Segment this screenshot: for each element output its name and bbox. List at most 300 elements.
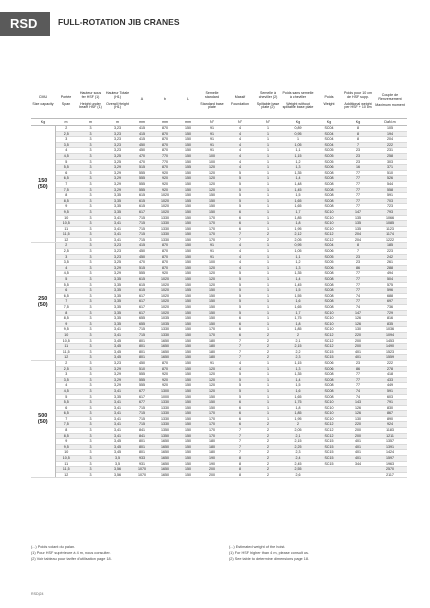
table-cell: 1020 bbox=[153, 282, 177, 288]
column-header-fr: Massif bbox=[234, 94, 246, 99]
table-cell: 1 bbox=[255, 142, 281, 148]
table-cell: 3,23 bbox=[104, 142, 131, 148]
table-cell: 150 bbox=[199, 209, 225, 215]
table-cell: 3,25 bbox=[104, 260, 131, 266]
table-cell: 6 bbox=[225, 422, 255, 428]
table-cell: 793 bbox=[373, 209, 407, 215]
table-cell: 8 bbox=[343, 126, 373, 132]
column-unit: N° bbox=[255, 119, 281, 126]
column-unit: m bbox=[104, 119, 131, 126]
table-cell: 2 bbox=[255, 439, 281, 445]
table-cell: 150 bbox=[177, 131, 199, 137]
table-cell: 91 bbox=[199, 131, 225, 137]
table-cell: 4,5 bbox=[55, 388, 77, 394]
table-cell: 870 bbox=[153, 265, 177, 271]
table-cell: 3,41 bbox=[104, 422, 131, 428]
table-cell: 1 bbox=[255, 204, 281, 210]
table-cell: 150 bbox=[177, 472, 199, 478]
column-header bbox=[343, 84, 373, 119]
table-cell: SC12 bbox=[315, 332, 343, 338]
table-cell: 74 bbox=[343, 394, 373, 400]
table-cell: 150 bbox=[199, 321, 225, 327]
table-cell: 555 bbox=[131, 377, 153, 383]
table-cell: 3 bbox=[55, 137, 77, 143]
table-cell: 150 bbox=[177, 450, 199, 456]
note-line: (1) Pour HSF supérieure à 4 m, nous consulter. bbox=[31, 551, 111, 555]
table-cell: 150 bbox=[177, 176, 199, 182]
table-cell: 920 bbox=[153, 383, 177, 389]
table-cell: 150 bbox=[177, 271, 199, 277]
column-header bbox=[199, 84, 225, 119]
table-cell: 2 bbox=[255, 332, 281, 338]
table-cell: 8 bbox=[225, 461, 255, 467]
table-cell: SC04 bbox=[315, 131, 343, 137]
table-cell: 150 bbox=[199, 394, 225, 400]
table-cell: 150 bbox=[177, 366, 199, 372]
table-cell: 1330 bbox=[153, 400, 177, 406]
table-cell: 170 bbox=[199, 411, 225, 417]
table-cell: 715 bbox=[131, 237, 153, 243]
table-cell: 1020 bbox=[153, 277, 177, 283]
table-cell: 470 bbox=[131, 260, 153, 266]
table-cell: 555 bbox=[131, 372, 153, 378]
table-cell: 555 bbox=[131, 383, 153, 389]
table-cell: 4 bbox=[225, 254, 255, 260]
table-cell: 150 bbox=[177, 444, 199, 450]
table-cell: 10 bbox=[55, 450, 77, 456]
table-cell: 3 bbox=[77, 288, 104, 294]
table-cell: 615 bbox=[131, 193, 153, 199]
table-cell: 510 bbox=[373, 170, 407, 176]
column-header-fr: L bbox=[187, 96, 189, 101]
table-cell: 931 bbox=[131, 461, 153, 467]
table-cell: 401 bbox=[343, 349, 373, 355]
table-cell: 1,3 bbox=[281, 165, 315, 171]
table-cell: 231 bbox=[373, 148, 407, 154]
table-cell: 697 bbox=[373, 299, 407, 305]
table-cell: 150 bbox=[177, 327, 199, 333]
note-line: (...) Estimated weight of the hoist. bbox=[229, 545, 286, 549]
table-cell: 3 bbox=[77, 198, 104, 204]
table-cell: SC15 bbox=[315, 355, 343, 361]
table-cell: 150 bbox=[177, 277, 199, 283]
table-cell: 3 bbox=[77, 428, 104, 434]
table-cell: 91 bbox=[199, 249, 225, 255]
table-cell: 5,5 bbox=[55, 282, 77, 288]
column-unit: Kg bbox=[281, 119, 315, 126]
table-cell: 1,45 bbox=[281, 187, 315, 193]
table-cell: 3,5 bbox=[55, 142, 77, 148]
table-cell: 288 bbox=[373, 265, 407, 271]
table-cell: SC15 bbox=[315, 450, 343, 456]
table-cell: 3 bbox=[77, 456, 104, 462]
table-cell: 890 bbox=[373, 416, 407, 422]
table-cell: 1035 bbox=[153, 321, 177, 327]
table-cell: 1330 bbox=[153, 226, 177, 232]
table-cell: 3,35 bbox=[104, 305, 131, 311]
table-cell: 3 bbox=[77, 193, 104, 199]
table-cell: 5 bbox=[225, 394, 255, 400]
notes-french bbox=[31, 544, 112, 562]
table-cell: 3 bbox=[77, 355, 104, 361]
table-cell: 1330 bbox=[153, 232, 177, 238]
table-cell: 77 bbox=[343, 372, 373, 378]
table-cell: SC15 bbox=[315, 461, 343, 467]
table-cell: 1020 bbox=[153, 209, 177, 215]
column-unit: N° bbox=[199, 119, 225, 126]
table-cell: SC10 bbox=[315, 209, 343, 215]
table-cell bbox=[315, 472, 343, 478]
table-cell: 2117 bbox=[373, 472, 407, 478]
table-cell: 170 bbox=[199, 422, 225, 428]
table-cell: 1650 bbox=[153, 450, 177, 456]
table-cell: 130 bbox=[343, 327, 373, 333]
table-cell: 126 bbox=[343, 411, 373, 417]
table-cell: 2,5 bbox=[55, 249, 77, 255]
table-cell: 1,05 bbox=[281, 249, 315, 255]
table-cell: 91 bbox=[199, 142, 225, 148]
table-cell: 1 bbox=[255, 400, 281, 406]
table-cell: 555 bbox=[131, 187, 153, 193]
table-cell: 433 bbox=[373, 377, 407, 383]
table-cell: 1330 bbox=[153, 237, 177, 243]
table-cell: 3 bbox=[77, 260, 104, 266]
table-cell: 150 bbox=[177, 394, 199, 400]
table-cell: 1020 bbox=[153, 193, 177, 199]
table-cell: 1,75 bbox=[281, 400, 315, 406]
table-cell: 415 bbox=[131, 131, 153, 137]
table-cell: 3 bbox=[77, 416, 104, 422]
table-cell: 126 bbox=[343, 316, 373, 322]
column-header-fr: Portée bbox=[60, 94, 72, 99]
table-cell: 5 bbox=[225, 288, 255, 294]
table-cell: 1650 bbox=[153, 444, 177, 450]
column-header bbox=[281, 84, 315, 119]
column-header-fr: Poids bbox=[324, 94, 334, 99]
table-cell: 1 bbox=[255, 226, 281, 232]
table-cell: 10 bbox=[55, 215, 77, 221]
table-cell: 4 bbox=[225, 249, 255, 255]
table-cell: 1,85 bbox=[281, 327, 315, 333]
table-cell: 3,29 bbox=[104, 176, 131, 182]
table-cell: 1,6 bbox=[281, 299, 315, 305]
table-cell: 5 bbox=[225, 198, 255, 204]
table-cell: SC08 bbox=[315, 187, 343, 193]
table-cell: 615 bbox=[131, 198, 153, 204]
table-cell: 223 bbox=[373, 249, 407, 255]
table-cell: 150 bbox=[199, 316, 225, 322]
table-cell: 920 bbox=[153, 372, 177, 378]
brand-logo: RSD bbox=[0, 12, 50, 36]
table-cell: SC08 bbox=[315, 198, 343, 204]
table-cell: 150 bbox=[177, 349, 199, 355]
table-cell: 11 bbox=[55, 344, 77, 350]
table-cell: 120 bbox=[199, 181, 225, 187]
table-cell: 120 bbox=[199, 377, 225, 383]
table-cell: 870 bbox=[153, 131, 177, 137]
table-cell: 933 bbox=[131, 456, 153, 462]
table-cell: 150 bbox=[177, 316, 199, 322]
table-cell: 1650 bbox=[153, 472, 177, 478]
table-cell: 150 bbox=[177, 232, 199, 238]
table-cell: 1020 bbox=[153, 288, 177, 294]
table-cell: 515 bbox=[131, 165, 153, 171]
table-cell: SC12 bbox=[315, 237, 343, 243]
table-cell: 1 bbox=[255, 187, 281, 193]
table-cell: 1123 bbox=[373, 226, 407, 232]
column-unit: m bbox=[77, 119, 104, 126]
table-cell: 150 bbox=[177, 400, 199, 406]
table-cell: 150 bbox=[177, 209, 199, 215]
table-cell: 150 bbox=[177, 377, 199, 383]
table-cell: 9 bbox=[55, 204, 77, 210]
table-cell: 126 bbox=[343, 321, 373, 327]
table-cell: 7 bbox=[225, 355, 255, 361]
table-cell: 4 bbox=[225, 243, 255, 249]
table-cell: 135 bbox=[343, 215, 373, 221]
table-cell: 77 bbox=[343, 277, 373, 283]
table-cell: 2 bbox=[55, 360, 77, 366]
table-cell: SC10 bbox=[315, 411, 343, 417]
table-cell: SC05 bbox=[315, 159, 343, 165]
table-cell: 3 bbox=[77, 153, 104, 159]
column-header-en: Size capacity bbox=[32, 101, 54, 106]
table-cell: SC12 bbox=[315, 433, 343, 439]
table-cell: 11 bbox=[55, 461, 77, 467]
table-cell: 1 bbox=[255, 310, 281, 316]
table-cell: 150 bbox=[177, 148, 199, 154]
table-cell: SC15 bbox=[315, 349, 343, 355]
table-cell: 401 bbox=[343, 450, 373, 456]
table-cell: 1 bbox=[255, 305, 281, 311]
table-cell: 801 bbox=[131, 349, 153, 355]
table-cell: 150 bbox=[177, 254, 199, 260]
table-cell: 150 bbox=[177, 338, 199, 344]
table-cell: 1 bbox=[255, 148, 281, 154]
table-cell: 2 bbox=[255, 456, 281, 462]
column-unit: m bbox=[55, 119, 77, 126]
table-cell: 3 bbox=[77, 221, 104, 227]
table-cell: 8 bbox=[343, 131, 373, 137]
table-cell: SC10 bbox=[315, 221, 343, 227]
table-cell: 1 bbox=[255, 221, 281, 227]
table-cell: 801 bbox=[131, 344, 153, 350]
table-cell: 715 bbox=[131, 215, 153, 221]
table-cell: 3,35 bbox=[104, 321, 131, 327]
table-cell: 3 bbox=[77, 265, 104, 271]
table-cell: 415 bbox=[131, 137, 153, 143]
table-cell: 3,29 bbox=[104, 383, 131, 389]
table-cell: 1 bbox=[255, 372, 281, 378]
table-body bbox=[31, 126, 407, 478]
table-cell: 615 bbox=[131, 282, 153, 288]
table-cell: 2,45 bbox=[281, 461, 315, 467]
table-cell: 150 bbox=[177, 221, 199, 227]
table-cell: 7 bbox=[225, 349, 255, 355]
table-cell: 1650 bbox=[153, 467, 177, 473]
table-cell: SC12 bbox=[315, 344, 343, 350]
column-header bbox=[177, 84, 199, 119]
table-cell: SC08 bbox=[315, 288, 343, 294]
table-cell: 3 bbox=[77, 277, 104, 283]
table-cell: 1 bbox=[255, 170, 281, 176]
table-cell: 9,5 bbox=[55, 444, 77, 450]
table-cell: 870 bbox=[153, 243, 177, 249]
table-cell: 7 bbox=[225, 428, 255, 434]
table-cell: 3 bbox=[77, 204, 104, 210]
column-header bbox=[255, 84, 281, 119]
table-cell: 1 bbox=[255, 383, 281, 389]
table-cell: 150 bbox=[177, 467, 199, 473]
table-cell: 3,41 bbox=[104, 226, 131, 232]
table-cell: 6 bbox=[225, 221, 255, 227]
table-cell: 7 bbox=[225, 344, 255, 350]
table-cell: 1,48 bbox=[281, 181, 315, 187]
table-cell: 3 bbox=[77, 254, 104, 260]
group-label: 250 (50) bbox=[31, 243, 55, 360]
table-cell: 3 bbox=[55, 254, 77, 260]
table-cell: 677 bbox=[131, 400, 153, 406]
table-cell: 1,35 bbox=[281, 372, 315, 378]
table-cell: 3 bbox=[77, 293, 104, 299]
table-cell: 150 bbox=[177, 226, 199, 232]
table-cell: 120 bbox=[199, 366, 225, 372]
table-cell: 150 bbox=[177, 260, 199, 266]
table-cell: 344 bbox=[343, 461, 373, 467]
table-cell: 603 bbox=[373, 394, 407, 400]
table-cell: 2,6 bbox=[281, 472, 315, 478]
table-cell: 615 bbox=[131, 204, 153, 210]
column-header-fr: Hauteur Totale (H1) bbox=[105, 90, 130, 99]
table-cell: 2 bbox=[255, 472, 281, 478]
table-cell: 5 bbox=[225, 305, 255, 311]
table-cell: 1,2 bbox=[281, 260, 315, 266]
table-cell: 6 bbox=[225, 405, 255, 411]
table-cell: 2,4 bbox=[281, 456, 315, 462]
table-cell: 150 bbox=[177, 416, 199, 422]
table-cell: 688 bbox=[373, 293, 407, 299]
table-cell: 2,3 bbox=[281, 355, 315, 361]
table-cell: 841 bbox=[131, 428, 153, 434]
table-cell: SC08 bbox=[315, 383, 343, 389]
table-cell: 3,29 bbox=[104, 165, 131, 171]
table-cell: 5 bbox=[225, 293, 255, 299]
table-cell: 1650 bbox=[153, 344, 177, 350]
table-cell: 3,35 bbox=[104, 288, 131, 294]
table-cell: 1020 bbox=[153, 310, 177, 316]
table-cell: 6 bbox=[225, 321, 255, 327]
table-cell: 150 bbox=[177, 355, 199, 361]
table-cell: 3 bbox=[77, 377, 104, 383]
table-cell: 3,23 bbox=[104, 249, 131, 255]
table-cell: 180 bbox=[199, 444, 225, 450]
column-header-fr: CMU bbox=[38, 94, 48, 99]
table-cell: 3,23 bbox=[104, 148, 131, 154]
table-cell: 170 bbox=[199, 416, 225, 422]
table-cell: 1 bbox=[255, 265, 281, 271]
table-cell: 1391 bbox=[373, 444, 407, 450]
table-cell: 770 bbox=[153, 159, 177, 165]
table-cell: 8 bbox=[225, 456, 255, 462]
table-cell: 150 bbox=[177, 126, 199, 132]
table-cell: 8,5 bbox=[55, 316, 77, 322]
table-cell: 2 bbox=[255, 428, 281, 434]
table-cell: 7 bbox=[343, 249, 373, 255]
table-cell: 6 bbox=[225, 209, 255, 215]
table-cell: 449 bbox=[373, 383, 407, 389]
table-cell: 2 bbox=[55, 126, 77, 132]
table-cell: 74 bbox=[343, 293, 373, 299]
table-cell: 1070 bbox=[131, 472, 153, 478]
column-unit: N° bbox=[225, 119, 255, 126]
table-cell: 3,41 bbox=[104, 215, 131, 221]
table-cell: 150 bbox=[177, 405, 199, 411]
table-cell: 1,95 bbox=[281, 416, 315, 422]
table-cell: 3 bbox=[77, 372, 104, 378]
table-cell: 77 bbox=[343, 176, 373, 182]
table-cell: 150 bbox=[177, 159, 199, 165]
table-cell: 150 bbox=[177, 372, 199, 378]
table-cell: 5 bbox=[225, 181, 255, 187]
table-cell: 1 bbox=[255, 277, 281, 283]
table-cell: 835 bbox=[373, 321, 407, 327]
table-cell: 86 bbox=[343, 366, 373, 372]
table-cell bbox=[343, 472, 373, 478]
table-cell: 1300 bbox=[153, 388, 177, 394]
table-cell: 3 bbox=[77, 349, 104, 355]
table-cell: 194 bbox=[373, 131, 407, 137]
table-cell: SC12 bbox=[315, 422, 343, 428]
table-cell: 77 bbox=[343, 271, 373, 277]
table-cell: 3 bbox=[77, 405, 104, 411]
table-cell: 401 bbox=[343, 444, 373, 450]
table-cell: 3,29 bbox=[104, 170, 131, 176]
column-header-fr: Semelle standard bbox=[205, 90, 219, 99]
table-cell: 3 bbox=[77, 226, 104, 232]
table-cell: 3,25 bbox=[104, 159, 131, 165]
table-cell: 1 bbox=[255, 416, 281, 422]
table-cell: 1 bbox=[255, 260, 281, 266]
table-cell: 3 bbox=[77, 305, 104, 311]
table-cell: 3,41 bbox=[104, 405, 131, 411]
table-cell: 9 bbox=[55, 439, 77, 445]
table-cell: 91 bbox=[199, 243, 225, 249]
table-cell: 830 bbox=[373, 405, 407, 411]
table-cell: 1597 bbox=[373, 456, 407, 462]
table-cell: 3 bbox=[77, 310, 104, 316]
table-cell: 3 bbox=[77, 467, 104, 473]
table-cell: 3 bbox=[77, 299, 104, 305]
table-cell: 77 bbox=[343, 193, 373, 199]
table-cell: 1,65 bbox=[281, 204, 315, 210]
table-cell: 3 bbox=[77, 332, 104, 338]
table-cell: 3 bbox=[77, 450, 104, 456]
table-cell: SC06 bbox=[315, 265, 343, 271]
column-unit: Kg bbox=[343, 119, 373, 126]
table-cell: SC05 bbox=[315, 260, 343, 266]
table-cell: 3,29 bbox=[104, 372, 131, 378]
table-cell: 870 bbox=[153, 137, 177, 143]
table-cell: 12 bbox=[55, 237, 77, 243]
table-cell: 1020 bbox=[153, 198, 177, 204]
table-cell: 150 bbox=[177, 265, 199, 271]
table-cell: 220 bbox=[343, 332, 373, 338]
table-cell: 1490 bbox=[373, 344, 407, 350]
table-cell: SC08 bbox=[315, 170, 343, 176]
table-cell: 1 bbox=[255, 193, 281, 199]
table-cell: 1,3 bbox=[281, 366, 315, 372]
table-cell: 3 bbox=[77, 422, 104, 428]
